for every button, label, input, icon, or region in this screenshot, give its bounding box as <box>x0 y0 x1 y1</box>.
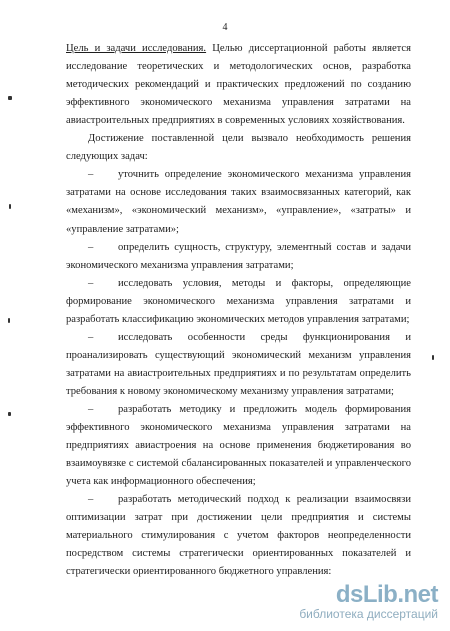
line-text: авиастроительных предприятиях в современных условиях хозяйствования. <box>66 115 405 127</box>
line-text: материального стимулирования с учетом факторов неопределенности <box>66 530 411 542</box>
line-text: определить сущность, структуру, элементный состав и задачи <box>118 241 411 253</box>
line-text: исследовать особенности среды функционирования и <box>118 331 411 343</box>
list-dash: – <box>88 241 94 253</box>
line-text: исследование теоретических и методологических основ, разработка <box>66 61 411 73</box>
line-text: посредством системы стратегически ориентированных показателей и <box>66 548 411 560</box>
line-text: Целью диссертационной работы является <box>206 43 411 54</box>
text-line <box>66 511 411 525</box>
line-text: проанализировать существующий экономический механизм управления <box>66 349 411 361</box>
text-line <box>88 331 411 345</box>
text-line <box>66 60 411 74</box>
line-text: разработать методический подход к реализации взаимосвязи <box>118 494 411 506</box>
scan-mark <box>432 355 434 360</box>
text-line <box>88 493 411 507</box>
list-dash: – <box>88 494 94 506</box>
text-line <box>88 403 411 417</box>
line-text: затратами на основе исследования таких взаимосвязанных категорий, как <box>66 187 411 199</box>
text-line <box>66 114 411 128</box>
scan-mark <box>9 204 11 209</box>
text-line <box>66 457 411 471</box>
text-line <box>66 186 411 200</box>
watermark-subtitle: библиотека диссертаций <box>299 607 438 621</box>
text-line <box>66 475 411 489</box>
line-text: следующих задач: <box>66 151 148 163</box>
text-line <box>66 150 411 164</box>
text-line <box>66 421 411 435</box>
text-line <box>88 277 411 291</box>
line-text: взаимоувязке с системой сбалансированных показателей и управленческого <box>66 458 411 470</box>
text-line <box>66 78 411 92</box>
text-line <box>66 367 411 381</box>
text-line <box>66 223 411 237</box>
line-text: «управление затратами»; <box>66 223 179 235</box>
line-text: «механизм», «экономический механизм», «управление», «затраты» и <box>66 205 411 217</box>
line-text: уточнить определение экономического механизма управления <box>118 169 411 181</box>
line-text: разработать методику и предложить модель формирования <box>118 404 411 415</box>
watermark <box>280 581 438 623</box>
line-text: Достижение поставленной цели вызвало необходимость решения <box>88 133 411 145</box>
section-heading: Цель и задачи исследования. <box>66 43 207 54</box>
text-line <box>66 547 411 561</box>
page-number: 4 <box>222 22 228 33</box>
text-line <box>66 349 411 363</box>
line-text: исследовать условия, методы и факторы, определяющие <box>118 277 411 289</box>
watermark-logo: dsLib.net <box>335 581 438 608</box>
text-line <box>66 42 411 56</box>
text-line <box>66 313 411 327</box>
line-text: разработать классификацию экономических методов управления затратами; <box>66 313 410 325</box>
line-text: эффективного экономического механизма управления затратами на <box>66 422 411 434</box>
text-line <box>66 565 411 579</box>
line-text: методических рекомендаций и практических предложений по созданию <box>66 79 411 91</box>
line-text: требования к новому экономическому механизму управления затратами; <box>66 385 394 397</box>
text-line <box>66 295 411 309</box>
line-text: оптимизации затрат при достижении цели предприятия и системы <box>66 512 411 524</box>
scan-mark <box>8 96 12 100</box>
scan-mark <box>8 318 10 323</box>
line-text: экономического механизма управления затратами; <box>66 259 294 271</box>
scan-mark <box>8 412 11 416</box>
text-line <box>66 529 411 543</box>
text-line <box>66 204 411 218</box>
text-line <box>88 132 411 146</box>
line-text: затратами на авиастроительных предприятиях и по результатам определить <box>66 367 411 379</box>
list-dash: – <box>88 169 94 181</box>
line-text: стратегически ориентированного бюджетного управления: <box>66 566 332 578</box>
text-line <box>66 439 411 453</box>
text-line <box>88 241 411 255</box>
line-text: формирование экономического механизма управления затратами и <box>66 295 411 307</box>
text-line <box>66 96 411 110</box>
list-dash: – <box>88 331 94 343</box>
list-dash: – <box>88 404 94 415</box>
line-text: предприятиях авиастроения на основе применения бюджетирования во <box>66 440 411 452</box>
line-text: эффективного экономического механизма управления затратами на <box>66 97 411 109</box>
text-line <box>66 385 411 399</box>
line-text: учета как информационного обеспечения; <box>66 476 256 488</box>
list-dash: – <box>88 277 94 289</box>
text-line <box>88 168 411 182</box>
text-line <box>66 259 411 273</box>
